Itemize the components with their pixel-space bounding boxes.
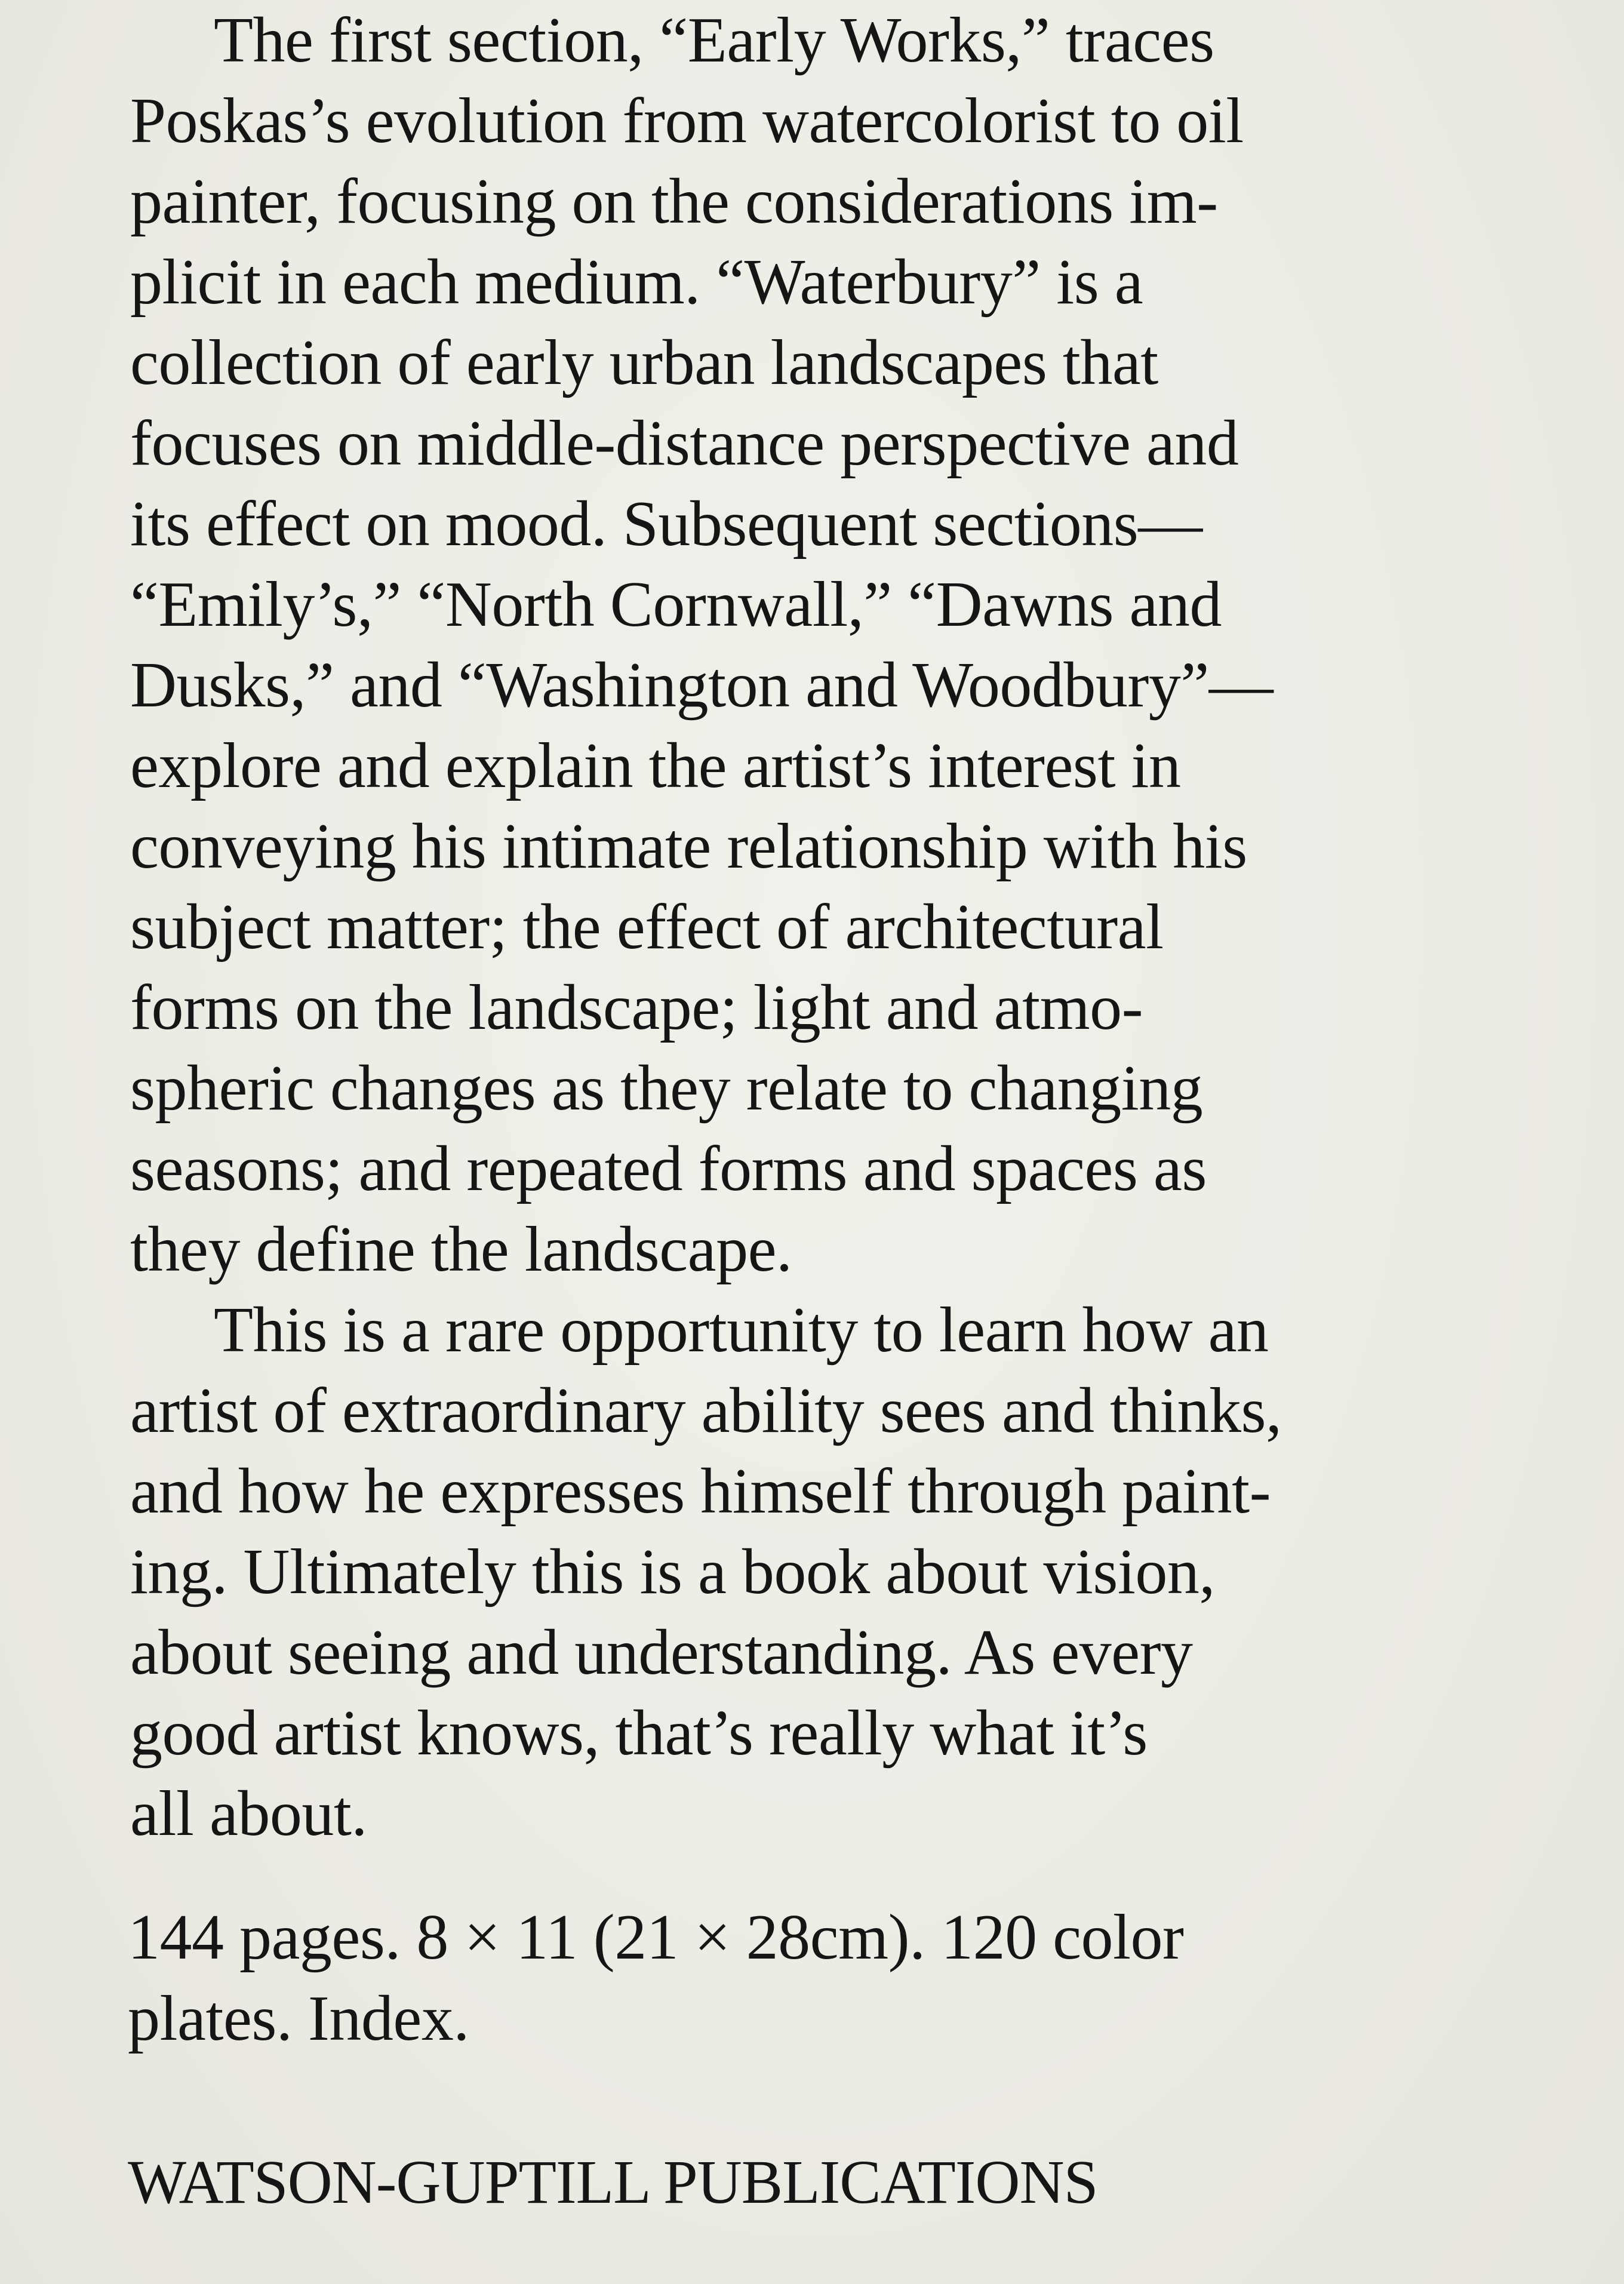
text-line: collection of early urban landscapes that bbox=[130, 327, 1158, 398]
specs-line: plates. Index. bbox=[128, 1983, 469, 2054]
paragraph-2 bbox=[130, 1290, 1539, 1854]
text-line: good artist knows, that’s really what it’s bbox=[130, 1698, 1148, 1769]
text-line: subject matter; the effect of architectural bbox=[130, 892, 1164, 963]
text-line: and how he expresses himself through paint- bbox=[130, 1456, 1271, 1527]
text-line: forms on the landscape; light and atmo- bbox=[130, 972, 1143, 1043]
text-line: “Emily’s,” “North Cornwall,” “Dawns and bbox=[130, 569, 1222, 640]
publisher-name: WATSON-GUPTILL PUBLICATIONS bbox=[128, 2148, 1098, 2217]
text-line: conveying his intimate relationship with his bbox=[130, 811, 1247, 882]
text-line: about seeing and understanding. As every bbox=[130, 1617, 1193, 1688]
text-line: This is a rare opportunity to learn how an bbox=[214, 1295, 1269, 1366]
text-line: spheric changes as they relate to changing bbox=[130, 1053, 1203, 1124]
paragraph-1 bbox=[130, 0, 1539, 1290]
text-line: artist of extraordinary ability sees and thinks, bbox=[130, 1375, 1282, 1446]
text-line: Poskas’s evolution from watercolorist to oil bbox=[130, 85, 1244, 156]
text-line: its effect on mood. Subsequent sections— bbox=[130, 488, 1202, 560]
text-line: seasons; and repeated forms and spaces as bbox=[130, 1133, 1207, 1204]
text-line: ing. Ultimately this is a book about vision, bbox=[130, 1536, 1215, 1607]
description-text bbox=[130, 0, 1539, 1854]
text-line: plicit in each medium. “Waterbury” is a bbox=[130, 247, 1143, 318]
text-line: all about. bbox=[130, 1778, 367, 1849]
text-line: Dusks,” and “Washington and Woodbury”— bbox=[130, 650, 1274, 721]
text-line: painter, focusing on the considerations im- bbox=[130, 166, 1218, 237]
text-line: they define the landscape. bbox=[130, 1214, 792, 1285]
book-specifications bbox=[128, 1897, 1537, 2059]
text-line: explore and explain the artist’s interest in bbox=[130, 730, 1181, 801]
text-line: focuses on middle-distance perspective and bbox=[130, 408, 1239, 479]
text-line: The first section, “Early Works,” traces bbox=[214, 5, 1214, 76]
specs-line: 144 pages. 8 × 11 (21 × 28cm). 120 color bbox=[128, 1902, 1184, 1973]
